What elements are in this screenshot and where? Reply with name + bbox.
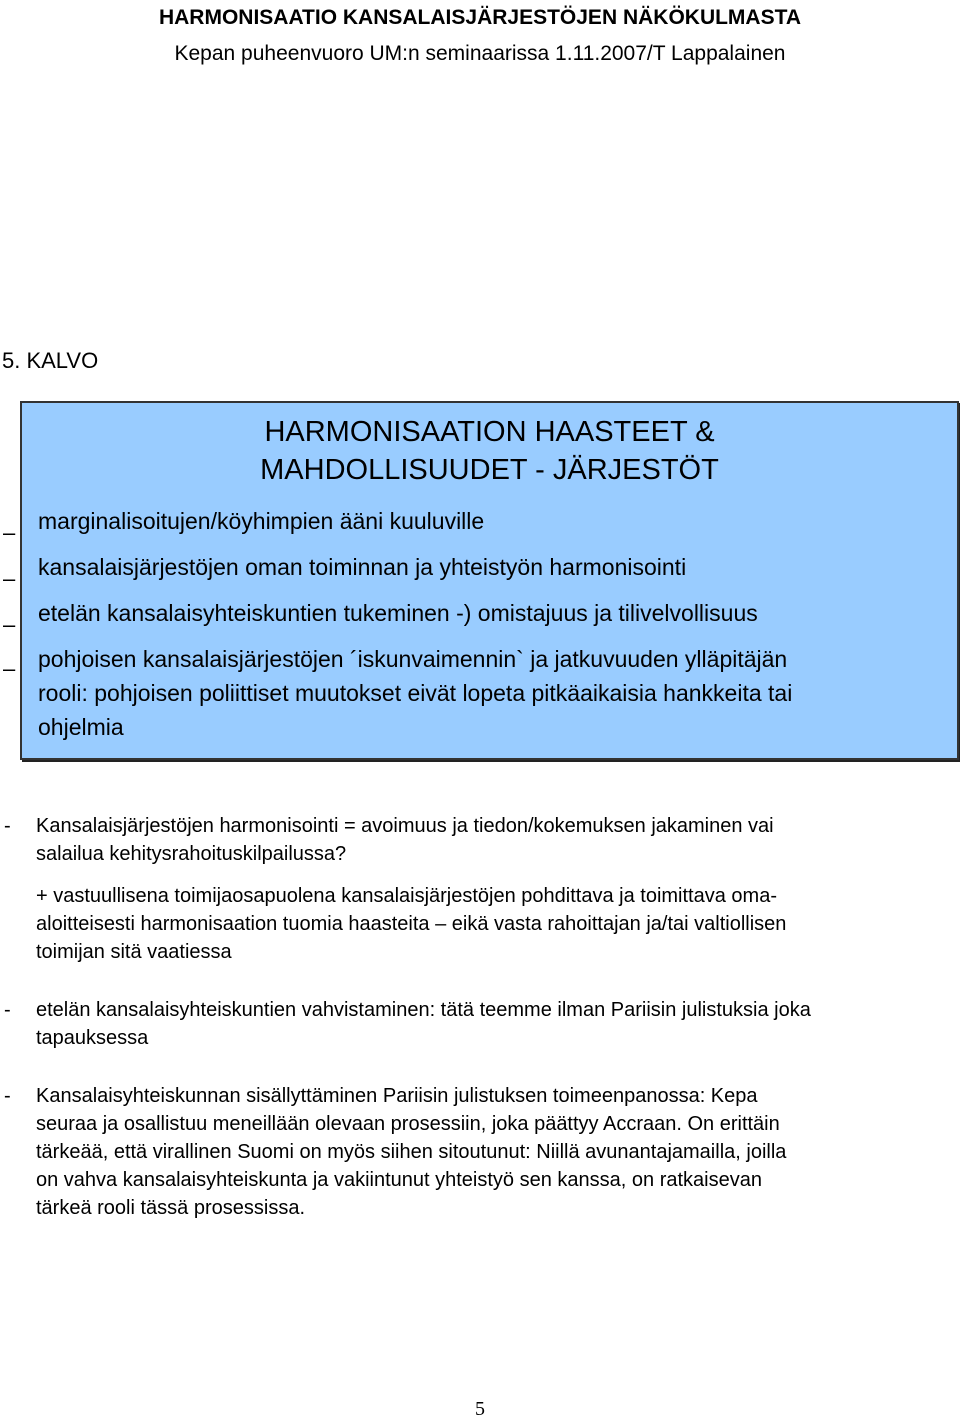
document-subtitle: Kepan puheenvuoro UM:n seminaarissa 1.11.2007/T Lappalainen: [174, 42, 786, 65]
paragraph-line: + vastuullisena toimijaosapuolena kansalaisjärjestöjen pohdittava ja toimittava oma-: [36, 885, 777, 907]
slide-bullet-marker: –: [3, 520, 16, 545]
slide-bullet: etelän kansalaisyhteiskuntien tukeminen -) omistajuus ja tilivelvollisuus: [38, 600, 758, 626]
paragraph-line: toimijan sitä vaatiessa: [36, 941, 232, 963]
paragraph-line: Kansalaisjärjestöjen harmonisointi = avoimuus ja tiedon/kokemuksen jakaminen vai: [36, 815, 774, 837]
slide-label: 5. KALVO: [2, 348, 99, 373]
paragraph-line: salailua kehitysrahoituskilpailussa?: [36, 843, 347, 865]
slide-bullet: pohjoisen kansalaisjärjestöjen ´iskunvaimennin` ja jatkuvuuden ylläpitäjän: [38, 646, 788, 672]
slide-bullet-marker: –: [3, 612, 16, 637]
paragraph-line: etelän kansalaisyhteiskuntien vahvistaminen: tätä teemme ilman Pariisin julistuksia joka: [36, 999, 811, 1021]
slide-bullet-continuation: ohjelmia: [38, 714, 124, 740]
paragraph-line: tapauksessa: [36, 1027, 149, 1049]
list-dash: -: [4, 1085, 11, 1107]
slide-bullet: marginalisoitujen/köyhimpien ääni kuuluville: [38, 508, 485, 534]
paragraph-line: Kansalaisyhteiskunnan sisällyttäminen Pariisin julistuksen toimeenpanossa: Kepa: [36, 1085, 758, 1107]
slide-box: [20, 401, 959, 760]
list-dash: -: [4, 999, 11, 1021]
paragraph-line: aloitteisesti harmonisaation tuomia haasteita – eikä vasta rahoittajan ja/tai valtiollisen: [36, 913, 787, 935]
document-title: HARMONISAATIO KANSALAISJÄRJESTÖJEN NÄKÖKULMASTA: [158, 6, 802, 29]
paragraph-line: tärkeää, että virallinen Suomi on myös siihen sitoutunut: Niillä avunantajamailla, joilla: [36, 1141, 787, 1163]
slide-title-line: MAHDOLLISUUDET - JÄRJESTÖT: [260, 454, 719, 486]
page-number: 5: [475, 1398, 485, 1420]
paragraph-line: tärkeä rooli tässä prosessissa.: [36, 1197, 306, 1219]
paragraph-line: seuraa ja osallistuu meneillään olevaan prosessiin, joka päättyy Accraan. On erittäin: [36, 1113, 780, 1135]
slide-title-line: HARMONISAATION HAASTEET &: [264, 416, 715, 448]
slide-bullet: kansalaisjärjestöjen oman toiminnan ja yhteistyön harmonisointi: [38, 554, 687, 580]
slide-bullet-marker: –: [3, 656, 16, 681]
slide-bullet-marker: –: [3, 566, 16, 591]
slide-bullet-continuation: rooli: pohjoisen poliittiset muutokset eivät lopeta pitkäaikaisia hankkeita tai: [38, 680, 793, 706]
paragraph-line: on vahva kansalaisyhteiskunta ja vakiintunut yhteistyö sen kanssa, on ratkaisevan: [36, 1169, 762, 1191]
list-dash: -: [4, 815, 11, 837]
slide-title: [22, 413, 957, 489]
